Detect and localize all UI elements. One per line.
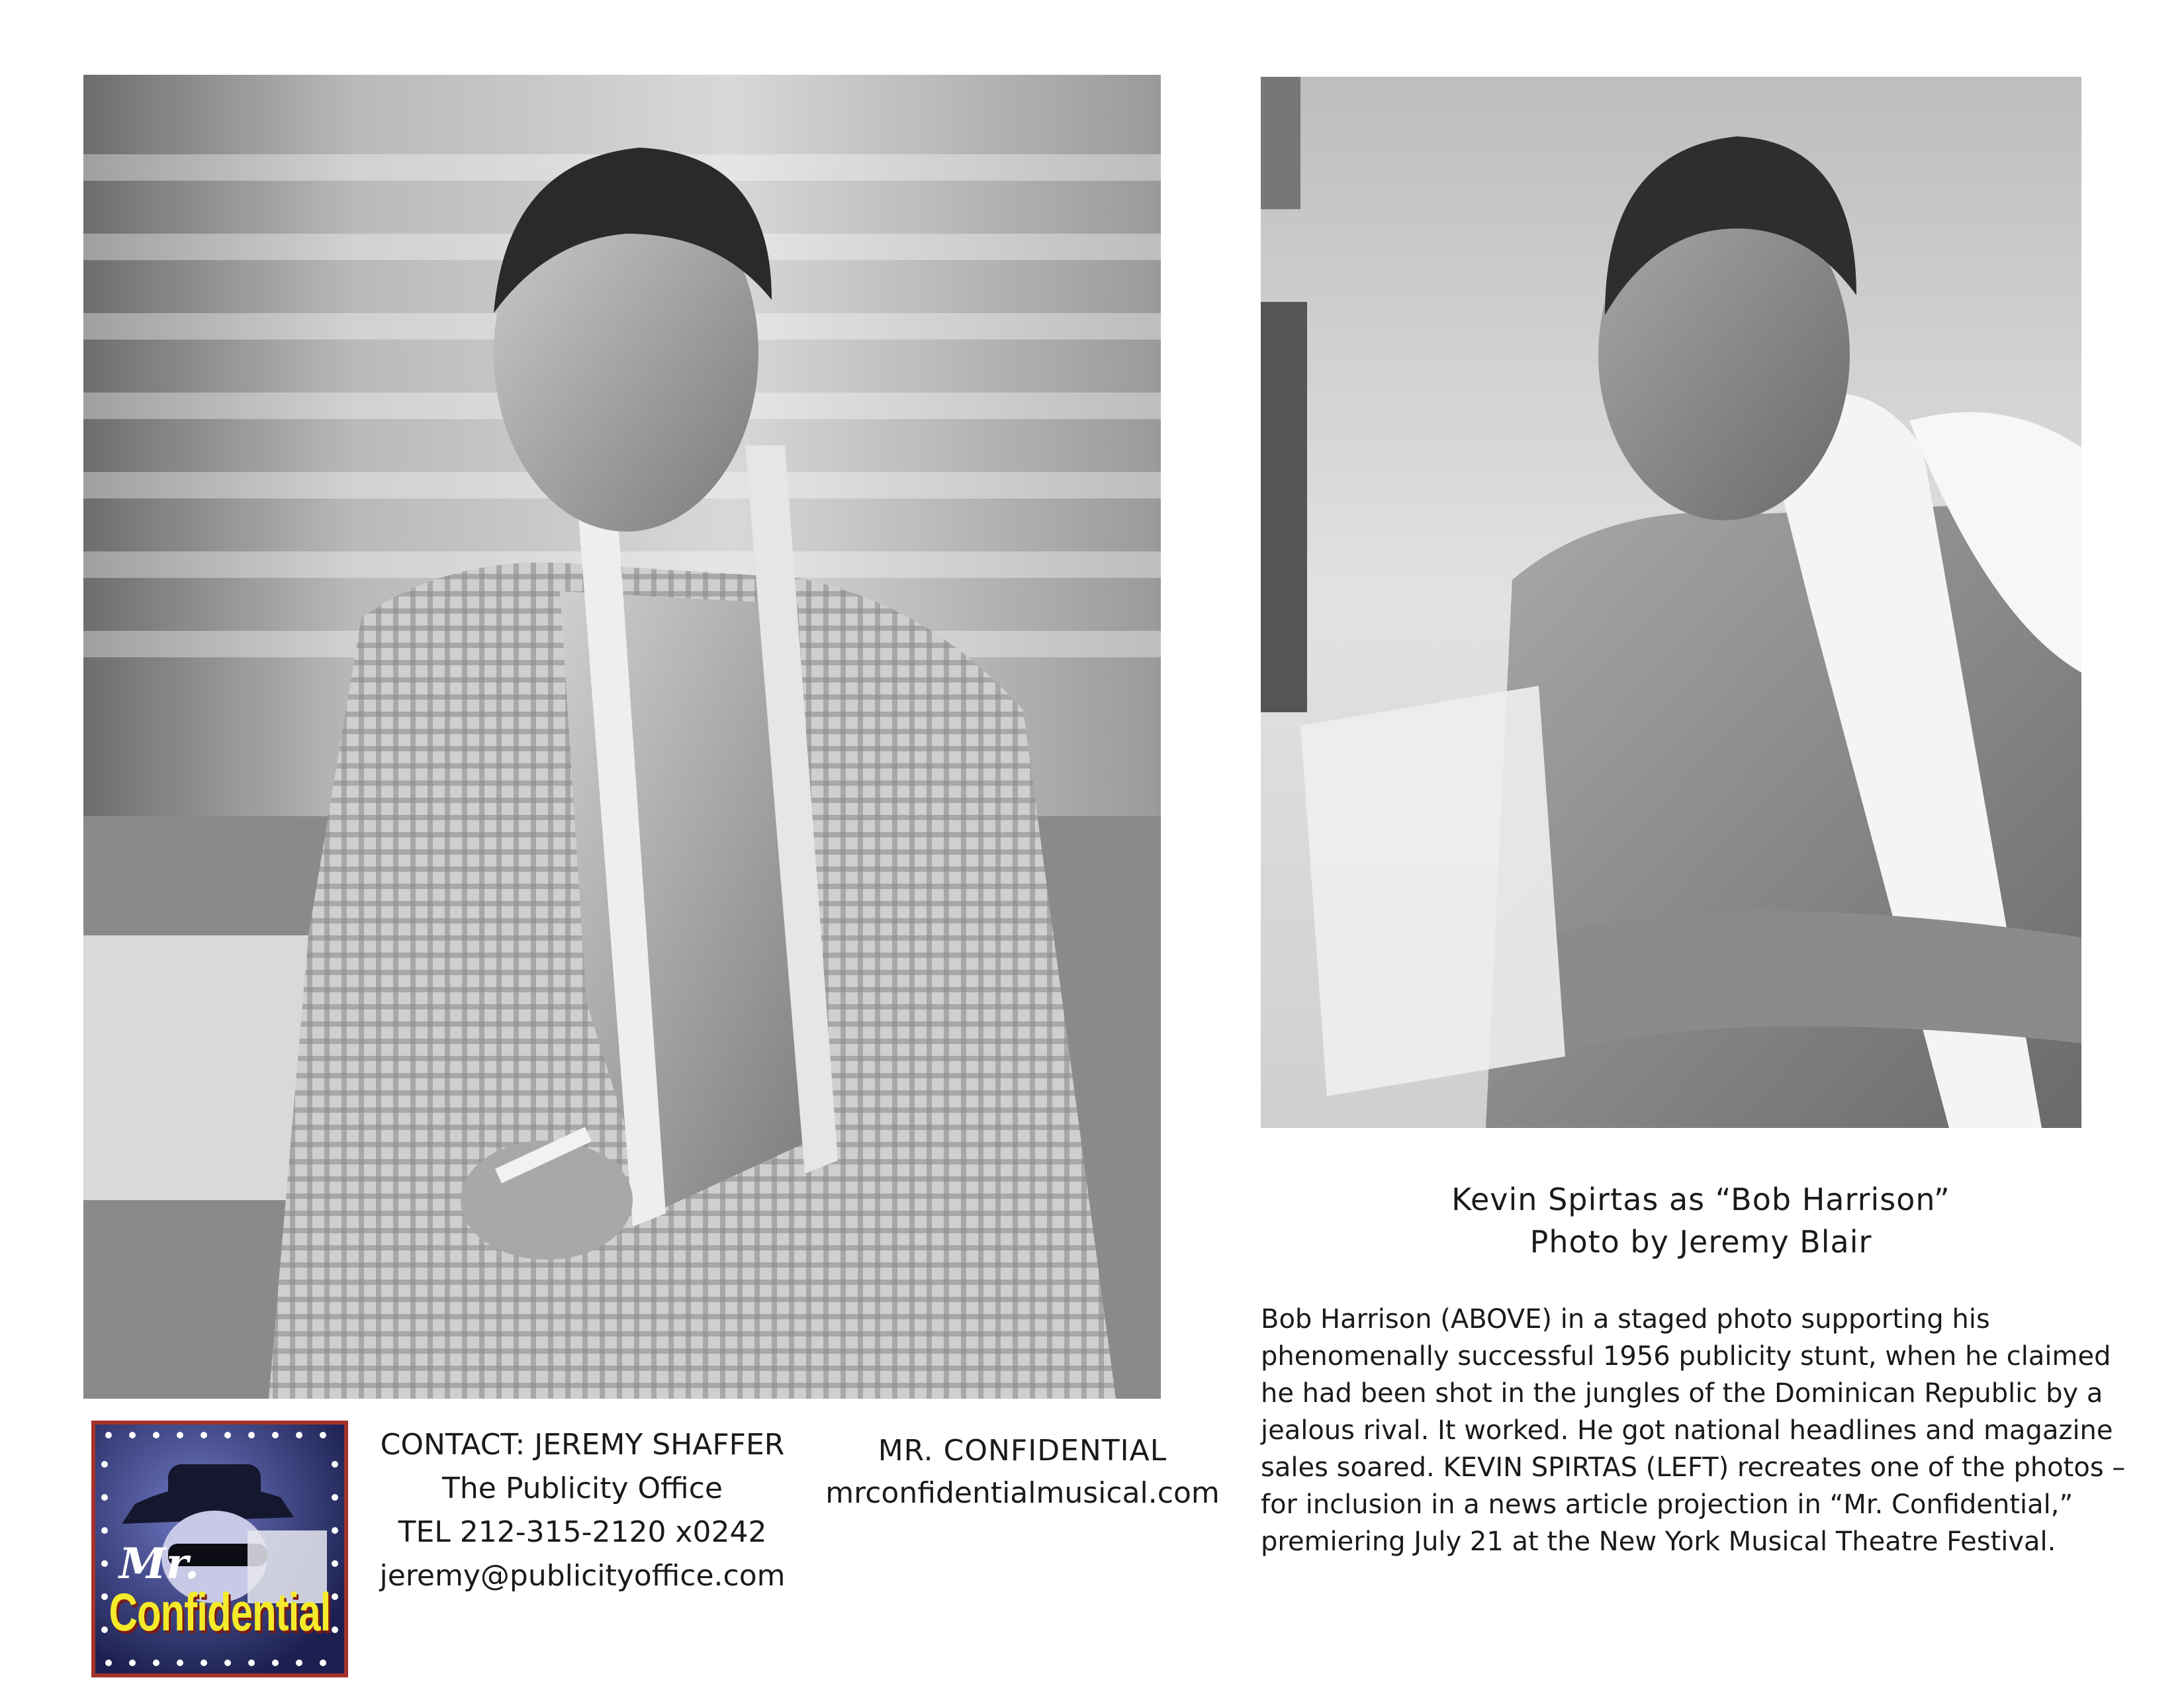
logo-confidential-text: Confidential [109, 1582, 331, 1642]
photo-bob-harrison [1261, 77, 2081, 1128]
caption-line-role: Kevin Spirtas as “Bob Harrison” [1451, 1182, 1950, 1217]
caption-line-credit: Photo by Jeremy Blair [1529, 1224, 1872, 1260]
show-title: MR. CONFIDENTIAL [878, 1434, 1167, 1468]
contact-name: CONTACT: JEREMY SHAFFER [380, 1428, 785, 1462]
mr-confidential-logo [91, 1421, 348, 1677]
contact-phone: TEL 212-315-2120 x0242 [398, 1515, 767, 1549]
photo-kevin-spirtas [83, 75, 1161, 1399]
show-website[interactable]: mrconfidentialmusical.com [825, 1476, 1220, 1510]
description-paragraph: Bob Harrison (ABOVE) in a staged photo supporting his phenomenally successful 1956 publicity stunt, when he claimed he had been shot in the jungles of the Dominican Republic by a jealous rival. It worked. He got national headlines and magazine sales soared. KEVIN SPIRTAS (LEFT) recreates one of the photos – for inclusion in a news article projection in “Mr. Confidential,” premiering July 21 at the New York Musical Theatre Festival. [1261, 1304, 2126, 1557]
show-block [824, 1430, 1221, 1515]
contact-office: The Publicity Office [442, 1472, 723, 1505]
contact-block [371, 1423, 794, 1598]
photo-caption [1370, 1178, 2032, 1263]
logo-mr-text: Mr. [119, 1539, 199, 1589]
contact-email[interactable]: jeremy@publicityoffice.com [379, 1559, 786, 1593]
